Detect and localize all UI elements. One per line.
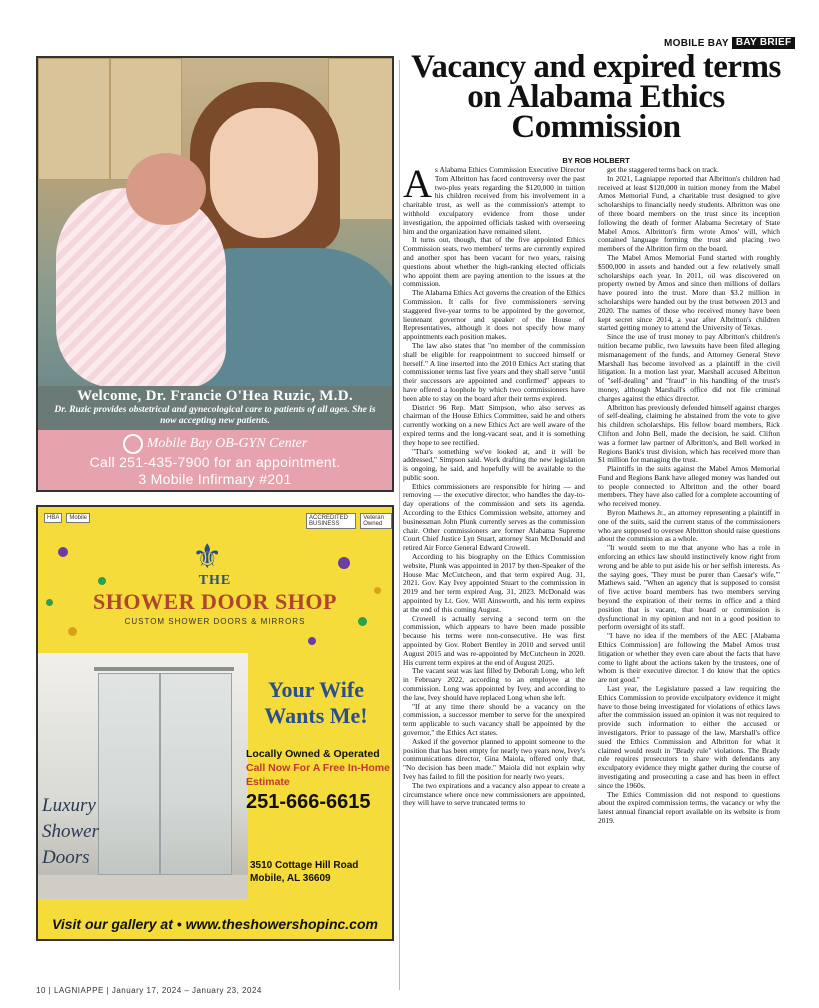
fleur-de-lis-icon: ⚜ [192,539,223,576]
shower-badges [44,513,90,523]
shower-brand-the: THE [198,573,232,588]
column-rule [399,60,400,990]
article-paragraph: The Ethics Commission did not respond to questions about the expired commission terms, the vacancy or why the latest annual financial report available on its website is from 2019. [598,789,780,825]
shower-address [250,859,358,885]
shower-address-line2: Mobile, AL 36609 [250,873,331,884]
article-paragraph: The two expirations and a vacancy also appear to create a circumstance where once new commissioners are appointed, they will have to serve truncated terms to [403,780,585,808]
shower-brand-name: SHOWER DOOR SHOP [93,589,337,614]
article-paragraph: Since the use of trust money to pay Albritton's children's tuition became public, two lawsuits have been filed alleging mismanagement of the funds, and Attorney General Steve Marshall has become involved as a plaintiff in the civil litigation. In a motion last year, Marshall accused Albritton of "self-dealing" and "fraud" in his handling of the trust's money, although Marshall's office did not file criminal charges against the ethics director. [598,332,780,403]
section-name: MOBILE BAY [664,37,729,49]
drop-cap: A [403,166,432,206]
doctor-ad[interactable] [36,56,394,492]
article-paragraph: In 2021, Lagniappe reported that Albritton's children had received at least $120,000 in tuition money from the Mabel Amos Memorial Fund, a charitable trust designed to give scholarships to financially needy students. Albritton was one of three board members on the trust since its inception following the death of former Alabama Secretary of State Mabel Amos. Albritton's firm wrote Amos' will, which contained language forming the trust and placing two members of the Albritton firm on the board. [598,173,780,254]
article-column-2 [598,166,780,982]
doctor-contact-panel [38,430,392,492]
article-paragraph: The law also states that "no member of the commission shall be eligible for reappointment to succeed himself or herself." A line inserted into the 2010 Ethics Act stating that commissioner terms last five years and they shall serve "until their successors are appointed and confirmed" appears to have offered a loophole by which two commissioners have been able to stay on the board after their terms expired. [403,340,585,403]
section-brief-label: BAY BRIEF [732,37,796,49]
publication-name: LAGNIAPPE [53,986,104,995]
article-paragraph: The vacant seat was last filled by Deborah Long, who left in February 2022, according to an employee at the commission. Long was appointed by Ivey, and according to the law, Ivey should have replaced Long when she left. [403,666,585,702]
shower-call-text: Call Now For A Free In-Home Estimate [246,762,390,788]
article-paragraph: Crowell is actually serving a second term on the commission, which appears to have been made possible because his terms were non-consecutive. He was first appointed by Gov. Robert Bentley in 2010 and served until August 2015 and was re-appointed by McCutcheon in 2020. His current term expires at the end of August 2025. [403,613,585,667]
clinic-address: 3 Mobile Infirmary #201 [138,471,292,487]
shower-local-block [246,747,392,789]
shower-tagline: CUSTOM SHOWER DOORS & MIRRORS [124,617,306,626]
article-paragraph: Plaintiffs in the suits against the Mabel Amos Memorial Fund and Regions Bank have alleged money was handed out to people connected to Albritton and the other board members. They have also called for a complete accounting of who received money. [598,464,780,509]
article-paragraph: The Alabama Ethics Act governs the creation of the Ethics Commission. It calls for five commissioners serving staggered five-year terms to be appointed by the governor, lieutenant governor and speaker of the House of Representatives, although it does not specify how many appointments each position makes. [403,288,585,342]
badge-veteran: Veteran Owned [360,513,392,529]
baby-face [126,153,206,225]
section-header [664,37,795,49]
shower-phone[interactable]: 251-666-6615 [246,791,371,813]
article-byline: BY ROB HOLBERT [562,156,630,165]
article-paragraph: It turns out, though, that of the five appointed Ethics Commission seats, two members' terms are currently expired and another spot has been vacant for two years, raising questions about whether the high-ranking elected officials who appoint them are paying attention to the issues at the commission. [403,235,585,289]
shower-script-text: Luxury Shower Doors [42,795,99,868]
doctor-name: Welcome, Dr. Francie O'Hea Ruzic, M.D. [77,388,353,404]
article-paragraph: Last year, the Legislature passed a law requiring the Ethics Commission to provide exculpatory evidence it might have to those being investigated for violations of ethics laws after the commission issued an opinion it was not required to provide such information to either the accused or investigators. Prior to passage of the law, Marshall's office sued the Ethics Commission and Albritton for what it claimed would result in "Brady rule" violations. The Brady rule requires prosecutors to share with defendants any exculpatory evidence they might gather during the course of investigating and prosecuting a case and has been in effect since the 1960s. [598,684,780,790]
clinic-phone: Call 251-435-7900 for an appointment. [89,454,341,470]
article-paragraph: Albritton has previously defended himself against charges of self-dealing, claiming he abstained from the vote to give his children scholarships. His fellow board members, Rick Clifton and John Bell, made the decision, he said. Clifton was a former law partner of Albritton's, and Bell worked in Regions Bank's trust division, which has received more than $1 million for managing the trust. [598,402,780,465]
badge-mobile: Mobile [66,513,90,523]
shower-address-line1: 3510 Cottage Hill Road [250,860,359,871]
clinic-name: Mobile Bay OB-GYN Center [146,436,308,452]
badge-accredited: ACCREDITED BUSINESS [306,513,356,529]
article-paragraph: Asked if the governor planned to appoint someone to the position that has been empty for nearly two years now, Ivey's communications director, Gina Maiola, offered only that, "No decision has been made." Maiola did not explain why Ivey has failed to fill the position for nearly two years. [403,736,585,781]
doctor-photo [38,58,392,386]
article-paragraph: Ethics commissioners are responsible for hiring — and removing — the executive director, who handles the day-to-day operations of the commission and sets its agenda. According to the Ethics Commission website, attorney and businessman John Plunk currently serves as the commission chair. Other commissioners are former Alabama Supreme Court Chief Justice Lyn Stuart, attorney Stan McDonald and retired Air Force General Edward Crowell. [403,481,585,553]
article-paragraph: "If at any time there should be a vacancy on the commission, a successor member to serve for the unexpired term applicable to such vacancy shall be appointed by the governor," the Ethics Act states. [403,701,585,737]
article-paragraph: get the staggered terms back on track. [607,166,719,174]
shower-local-text: Locally Owned & Operated [246,748,380,760]
doctor-caption [38,386,392,430]
article-headline: Vacancy and expired terms on Alabama Ethics Commission [411,49,781,145]
clinic-logo-icon [123,434,143,454]
doctor-face [210,108,318,238]
badge-hba: HBA [44,513,62,523]
article-paragraph: As Alabama Ethics Commission Executive Director Tom Albritton has faced controversy over the past two-plus years regarding the $120,000 in tuition his children received from his involvement in a charitable trust, as well as the commission's attempt to withhold exculpatory evidence from those under investigation, the appointed officials tasked with overseeing him and the organization have remained silent. [403,166,585,236]
article-paragraph: Byron Mathews Jr., an attorney representing a plaintiff in one of the suits, said the current status of the commissioners who are supposed to oversee Albritton should raise questions about the commission as a whole. [598,508,780,544]
shower-ad[interactable] [36,505,394,941]
article-paragraph: "I have no idea if the members of the AEC [Alabama Ethics Commission] are following the Mabel Amos trust litigation or whether they even care about the facts that have come to light about the actions taken by the trustees, one of whom is their executive director. I do know that the optics are not good." [598,631,780,685]
article-paragraph: "That's something we've looked at, and it will be addressed," Simpson said. Work drafting the new legislation is ongoing, he said, and hopefully will be available to the public soon. [403,446,585,482]
article-paragraph: According to his biography on the Ethics Commission website, Plunk was appointed in 2017 by then-Speaker of the House Mac McCutcheon, and that term expired Aug. 31, 2021. Gov. Kay Ivey appointed Stuart to the commission in 2019 and her term expired Aug. 31, 2023. McDonald was appointed by Lt. Gov. Will Ainsworth, and his term expires at the end of this coming August. [403,552,585,614]
doctor-description: Dr. Ruzic provides obstetrical and gynecological care to patients of all ages. She is now accepting new patients. [54,405,376,426]
shower-headline: Your Wife Wants Me! [264,677,368,728]
article-paragraph: "It would seem to me that anyone who has a role in enforcing an ethics law should instinctively know right from wrong and be able to put aside his or her selfish interests. As the saying goes, 'They must be purer than Caesar's wife,'" Mathews said. "When an agency that is supposed to consist of five active board members has two members serving beyond the expiration of their terms in office and a third position that is vacant, that board or commission is dysfunctional in my opinion and not in a good position to perform oversight of its staff. [598,543,780,632]
article-column-1 [403,166,585,982]
page-number: 10 [36,986,46,995]
article-paragraph: The Mabel Amos Memorial Fund started with roughly $500,000 in assets and handed out a few relatively small scholarships each year. In 2011, oil was discovered on property owned by Amos and since then millions of dollars have poured into the trust. More than $3.2 million in scholarships were handed out by the trust between 2013 and 2020. The names of those who received money have been kept secret since 2014, a year after Albritton's children started getting money to attend the University of Texas. [598,252,780,333]
shower-badges-right [306,513,392,529]
article-paragraph: District 96 Rep. Matt Simpson, who also serves as chairman of the House Ethics Committee, said he and others currently working on a new Ethics Act are well aware of the expired terms and the long-vacant seat, and it is something they hope to see rectified. [403,402,585,447]
shower-website-link[interactable]: Visit our gallery at • www.theshowershopinc.com [52,916,378,932]
page-footer: 10 | LAGNIAPPE | January 17, 2024 – January 23, 2024 [36,986,262,995]
issue-dates: January 17, 2024 – January 23, 2024 [111,986,262,995]
